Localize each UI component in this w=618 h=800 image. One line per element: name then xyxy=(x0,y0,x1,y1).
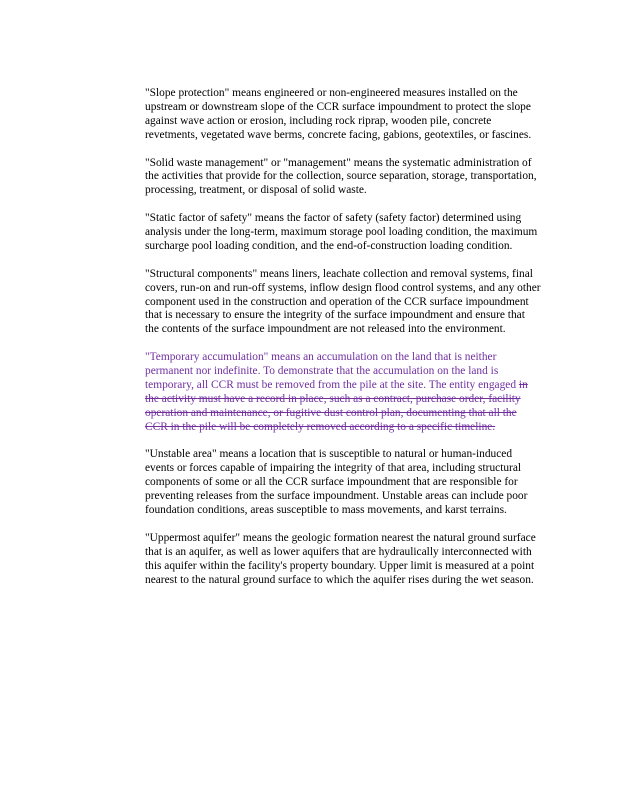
definition-text: "Uppermost aquifer" means the geologic formation nearest the natural ground surface that is an aquifer, as well as lower aquifers that are hydraulically interconnected with this aquifer within the facility's property boundary. Upper limit is measured at a point nearest to the natural ground surface to which the aquifer rises during the wet season. xyxy=(145,531,536,586)
definition-temporary-accumulation xyxy=(145,351,541,434)
definition-text: "Unstable area" means a location that is susceptible to natural or human-induced events or forces capable of impairing the integrity of that area, including structural components of some or all the CCR surface impoundment that are responsible for preventing releases from the surface impoundment. Unstable areas can include poor foundation conditions, areas susceptible to mass movements, and karst terrains. xyxy=(145,448,528,517)
definition-structural-components xyxy=(145,268,541,338)
struck-text: in the activity must have a record in place, such as a contract, purchase order, facility operation and maintenance, or fugitive dust control plan, documenting that all the CCR in the pile will be completely removed according to a specific timeline. xyxy=(145,378,528,433)
definition-text: "Temporary accumulation" means an accumulation on the land that is neither permanent nor indefinite. To demonstrate that the accumulation on the land is temporary, all CCR must be removed from the pile at the site. The entity engaged xyxy=(145,351,517,391)
definition-text: "Static factor of safety" means the factor of safety (safety factor) determined using analysis under the long-term, maximum storage pool loading condition, the maximum surcharge pool loading condition, and the end-of-construction loading condition. xyxy=(145,212,538,252)
definition-text: "Solid waste management" or "management" means the systematic administration of the activities that provide for the collection, source separation, storage, transportation, processing, treatment, or disposal of solid waste. xyxy=(145,156,537,197)
definition-unstable-area xyxy=(145,448,541,518)
definition-uppermost-aquifer xyxy=(145,532,541,588)
definition-static-factor-of-safety xyxy=(145,212,541,254)
definition-text: "Structural components" means liners, leachate collection and removal systems, final covers, run-on and run-off systems, inflow design flood control systems, and any other component used in the construction and operation of the CCR surface impoundment that is necessary to ensure the integrity of the surface impoundment and ensure that the contents of the surface impoundment are not released into the environment. xyxy=(145,267,541,336)
definition-text: "Slope protection" means engineered or non-engineered measures installed on the upstream or downstream slope of the CCR surface impoundment to protect the slope against wave action or erosion, including rock riprap, wooden pile, concrete revetments, vegetated wave berms, concrete facing, gabions, geotextiles, or fascines. xyxy=(145,87,532,141)
definition-slope-protection xyxy=(145,87,541,143)
definitions-text-block xyxy=(145,87,541,601)
definition-solid-waste-management xyxy=(145,157,541,199)
